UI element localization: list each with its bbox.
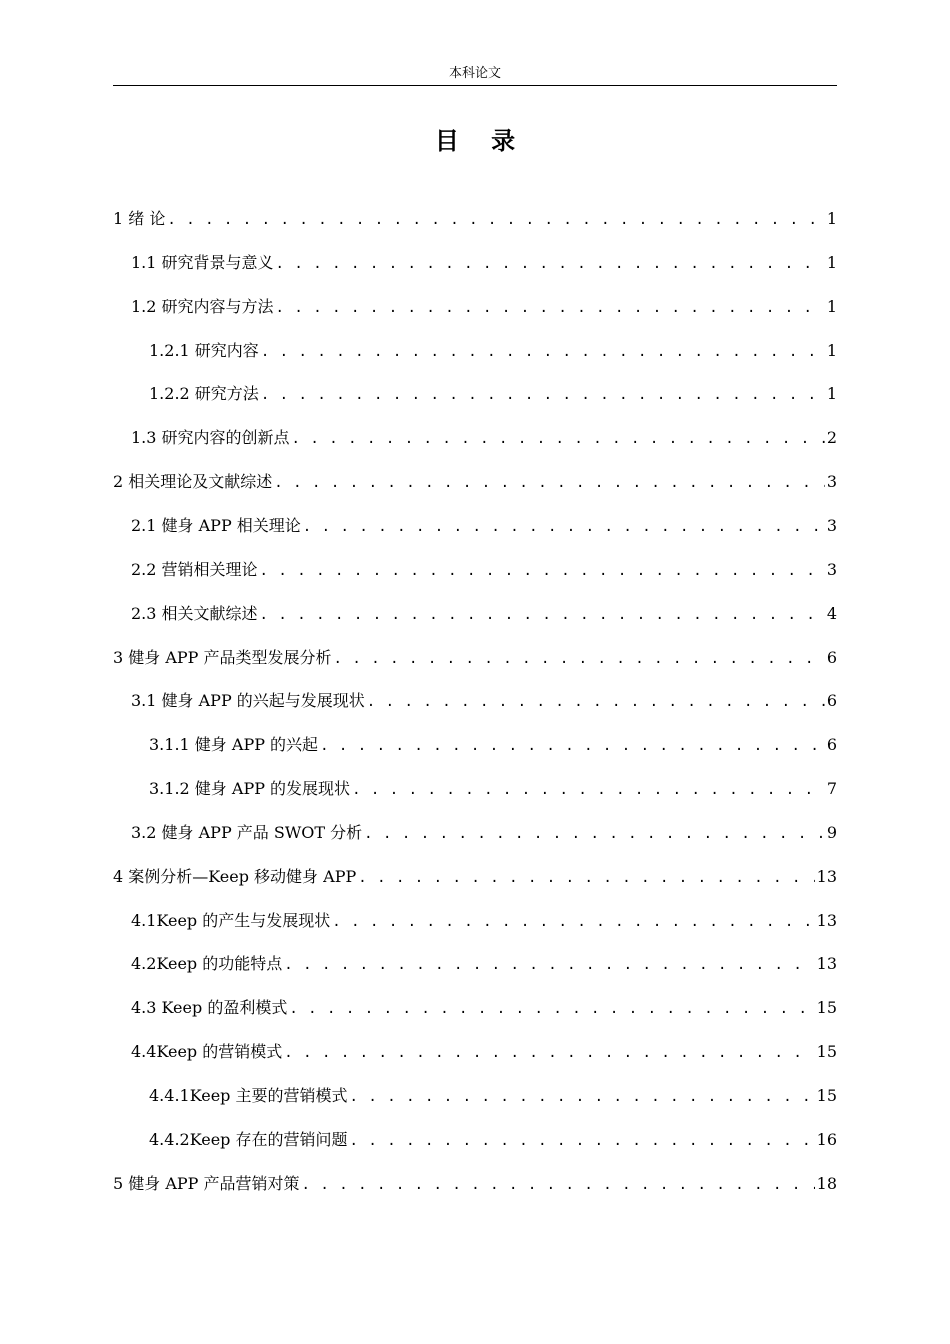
toc-dot-leader <box>289 1000 814 1018</box>
toc-entry-page-number: 16 <box>816 1129 837 1149</box>
toc-dot-leader <box>303 518 825 536</box>
toc-entry-label: 1 绪 论 <box>113 209 166 228</box>
toc-entry-page-number: 15 <box>816 998 837 1018</box>
toc-entry-label: 4.4Keep 的营销模式 <box>131 1042 283 1062</box>
toc-dot-leader <box>364 825 825 843</box>
toc-entry[interactable] <box>131 907 837 931</box>
toc-dot-leader <box>367 693 825 711</box>
toc-entry-page-number: 18 <box>816 1173 837 1193</box>
toc-entry[interactable] <box>131 819 837 843</box>
toc-dot-leader <box>167 211 824 229</box>
toc-entry-page-number: 3 <box>826 559 837 579</box>
toc-entry[interactable] <box>149 1126 837 1150</box>
toc-dot-leader <box>276 299 825 317</box>
toc-entry-page-number: 13 <box>816 910 837 930</box>
toc-dot-leader <box>350 1132 815 1150</box>
toc-entry-page-number: 1 <box>826 296 837 316</box>
toc-entry-page-number: 13 <box>816 866 837 886</box>
toc-entry-label: 1.2 研究内容与方法 <box>131 296 274 316</box>
toc-dot-leader <box>260 606 825 624</box>
running-header: 本科论文 <box>448 66 501 81</box>
page-title: 目 录 <box>434 127 528 155</box>
toc-entry-label: 2.3 相关文献综述 <box>131 603 258 623</box>
toc-dot-leader <box>292 430 825 448</box>
toc-entry-label: 3.1 健身 APP 的兴起与发展现状 <box>131 691 365 711</box>
toc-entry-page-number: 9 <box>826 822 837 842</box>
toc-dot-leader <box>334 650 825 668</box>
toc-entry-page-number: 7 <box>826 779 837 799</box>
toc-dot-leader <box>260 562 825 580</box>
toc-entry[interactable] <box>131 600 837 624</box>
toc-entry[interactable] <box>131 687 837 711</box>
toc-entry-label: 5 健身 APP 产品营销对策 <box>113 1173 300 1193</box>
toc-entry[interactable] <box>131 994 837 1018</box>
toc-entry-page-number: 4 <box>826 603 837 623</box>
toc-dot-leader <box>352 781 825 799</box>
toc-entry-page-number: 1 <box>826 252 837 272</box>
toc-dot-leader <box>332 913 814 931</box>
toc-entry-page-number: 3 <box>826 515 837 535</box>
toc-entry[interactable] <box>131 512 837 536</box>
toc-entry[interactable] <box>149 380 837 404</box>
toc-entry-label: 2.2 营销相关理论 <box>131 559 258 579</box>
toc-entry-label: 2 相关理论及文献综述 <box>113 472 273 492</box>
toc-entry[interactable] <box>149 337 837 361</box>
toc-entry-page-number: 6 <box>826 735 837 755</box>
toc-entry-label: 4.1Keep 的产生与发展现状 <box>131 910 331 930</box>
toc-entry-page-number: 3 <box>826 472 837 492</box>
toc-entry-label: 4.2Keep 的功能特点 <box>131 954 283 974</box>
toc-entry-page-number: 1 <box>826 340 837 360</box>
toc-entry-label: 3.1.1 健身 APP 的兴起 <box>149 735 319 755</box>
toc-entry-page-number: 6 <box>826 647 837 667</box>
toc-entry-label: 1.2.1 研究内容 <box>149 340 259 360</box>
toc-dot-leader <box>284 1044 814 1062</box>
toc-entry[interactable] <box>131 950 837 974</box>
toc-entry-label: 1.1 研究背景与意义 <box>131 252 274 272</box>
toc-entry[interactable] <box>131 293 837 317</box>
toc-entry-label: 4 案例分析—Keep 移动健身 APP <box>113 866 357 886</box>
toc-entry-label: 4.3 Keep 的盈利模式 <box>131 998 288 1018</box>
toc-entry-label: 3.1.2 健身 APP 的发展现状 <box>149 779 351 799</box>
toc-entry[interactable] <box>131 424 837 448</box>
toc-dot-leader <box>261 343 825 361</box>
toc-dot-leader <box>284 956 814 974</box>
toc-entry-page-number: 15 <box>816 1086 837 1105</box>
toc-dot-leader <box>302 1176 815 1194</box>
toc-entry[interactable] <box>131 556 837 580</box>
toc-dot-leader <box>358 869 814 887</box>
toc-entry-page-number: 1 <box>826 209 837 228</box>
toc-entry-page-number: 15 <box>816 1042 837 1062</box>
toc-entry[interactable] <box>113 1170 837 1194</box>
toc-dot-leader <box>261 386 825 404</box>
toc-entry-label: 1.3 研究内容的创新点 <box>131 428 290 448</box>
toc-entry[interactable] <box>113 468 837 492</box>
toc-entry[interactable] <box>149 731 837 755</box>
toc-entry-page-number: 13 <box>816 954 837 974</box>
toc-dot-leader <box>350 1088 815 1106</box>
toc-entry-page-number: 2 <box>826 428 837 448</box>
toc-entry[interactable] <box>113 863 837 887</box>
toc-entry[interactable] <box>149 1082 837 1106</box>
toc-entry[interactable] <box>131 249 837 273</box>
toc-entry-label: 1.2.2 研究方法 <box>149 384 259 404</box>
toc-entry-label: 3 健身 APP 产品类型发展分析 <box>113 647 332 667</box>
toc-entry[interactable] <box>113 205 837 229</box>
toc-dot-leader <box>320 737 825 755</box>
toc-entry[interactable] <box>131 1038 837 1062</box>
toc-entry-label: 3.2 健身 APP 产品 SWOT 分析 <box>131 822 363 842</box>
toc-entry-page-number: 1 <box>826 384 837 404</box>
toc-dot-leader <box>274 474 825 492</box>
toc-entry-label: 4.4.2Keep 存在的营销问题 <box>149 1129 348 1149</box>
toc-entry-label: 4.4.1Keep 主要的营销模式 <box>149 1086 348 1105</box>
toc-entry-label: 2.1 健身 APP 相关理论 <box>131 515 301 535</box>
toc-dot-leader <box>276 255 825 273</box>
toc-entry[interactable] <box>113 644 837 668</box>
toc-entry[interactable] <box>149 775 837 799</box>
toc-entry-page-number: 6 <box>826 691 837 711</box>
